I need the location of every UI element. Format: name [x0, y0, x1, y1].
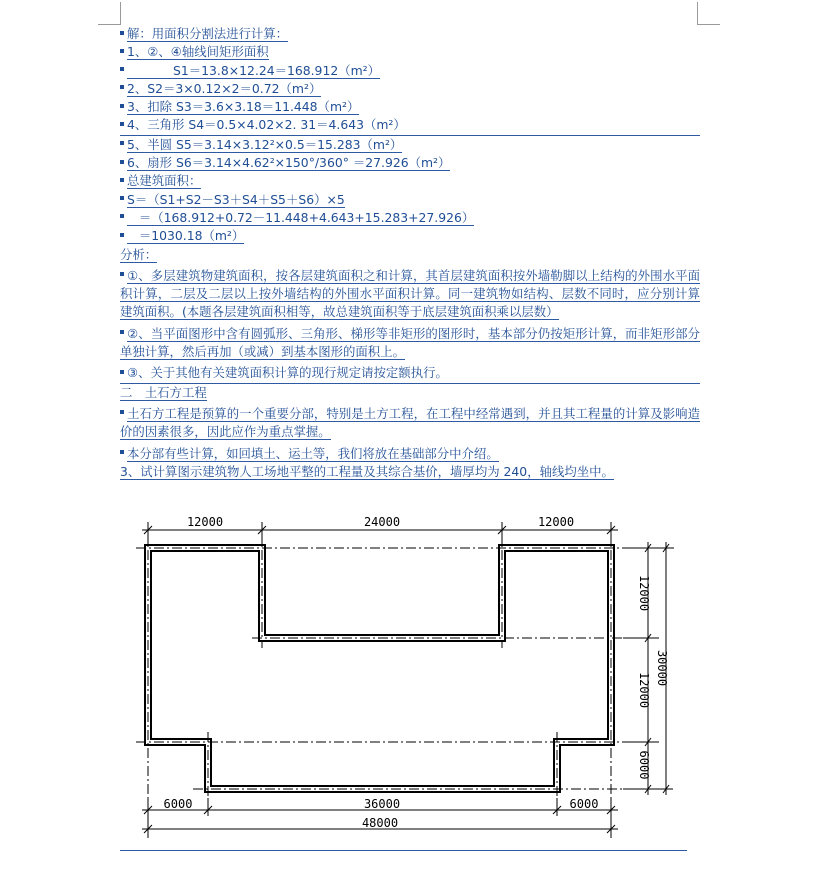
dim-top-1: 12000: [186, 515, 224, 529]
bottom-rule: [120, 850, 687, 851]
crop-mark-top-right: [697, 2, 720, 25]
paragraph: ③、关于其他有关建筑面积计算的现行规定请按定额执行。: [120, 364, 700, 383]
bullet-icon: [120, 410, 124, 414]
dim-bottom-total: 48000: [361, 816, 399, 830]
bullet-icon: [120, 122, 124, 126]
bullet-icon: [120, 49, 124, 53]
dim-bottom-3: 6000: [569, 797, 599, 811]
text-line: 3、扣除 S3＝3.6×3.18＝11.448（m²）: [120, 98, 700, 116]
bullet-icon: [120, 104, 124, 108]
dim-right-total: 30000: [655, 649, 669, 687]
bullet-icon: [120, 272, 124, 276]
dim-right-3: 6000: [637, 750, 651, 780]
bullet-icon: [120, 330, 124, 334]
text-line: 2、S2＝3×0.12×2＝0.72（m²）: [120, 80, 700, 98]
bullet-icon: [120, 160, 124, 164]
paragraph: ①、多层建筑物建筑面积，按各层建筑面积之和计算，其首层建筑面积按外墙勒脚以上结构的外围水平面积计算，二层及二层以上按外墙结构的外围水平面积计算。同一建筑物如结构、层数不同时，应分别计算建筑面积。(本题各层建筑面积相等，故总建筑面积等于底层建筑面积乘以层数）: [120, 267, 700, 320]
text-line: 6、扇形 S6＝3.14×4.62²×150°/360° ＝27.926（m²）: [120, 154, 700, 172]
text-line: 总建筑面积：: [120, 172, 700, 190]
bullet-icon: [120, 141, 124, 145]
floor-plan-drawing: [118, 508, 693, 843]
bullet-icon: [120, 450, 124, 454]
text-line: 4、三角形 S4＝0.5×4.02×2. 31＝4.643（m²）: [120, 116, 700, 135]
bullet-icon: [120, 370, 124, 374]
bullet-icon: [120, 85, 124, 89]
text-line: S＝（S1+S2－S3＋S4＋S5＋S6）×5: [120, 191, 700, 209]
question-line: 3、试计算图示建筑物人工场地平整的工程量及其综合基价，墙厚均为 240，轴线均坐中。: [120, 463, 614, 479]
dim-top-3: 12000: [537, 515, 575, 529]
text-line: ＝（168.912+0.72－11.448+4.643+15.283+27.926）: [120, 209, 700, 227]
dim-right-2: 12000: [637, 671, 651, 709]
dim-top-2: 24000: [363, 515, 401, 529]
text-line: S1＝13.8×12.24＝168.912（m²）: [120, 62, 700, 80]
document-body: [120, 25, 700, 481]
section-heading: 二 土石方工程: [120, 384, 207, 400]
outer-wall-line: [145, 545, 614, 792]
bullet-icon: [120, 196, 124, 200]
text-line: 1、②、④轴线间矩形面积: [120, 43, 700, 61]
analysis-heading: 分析：: [120, 246, 158, 262]
text-line: ＝1030.18（m²）: [120, 227, 700, 245]
bullet-icon: [120, 214, 124, 218]
inner-wall-line: [151, 551, 608, 786]
paragraph: 本分部有些计算，如回填土、运土等，我们将放在基础部分中介绍。: [120, 445, 700, 463]
bullet-icon: [120, 233, 124, 237]
paragraph: 土石方工程是预算的一个重要分部，特别是土方工程，在工程中经常遇到，并且其工程量的计算及影响造价的因素很多，因此应作为重点掌握。: [120, 405, 700, 440]
bullet-icon: [120, 31, 124, 35]
dim-bottom-1: 6000: [163, 797, 193, 811]
paragraph: ②、当平面图形中含有圆弧形、三角形、梯形等非矩形的图形时，基本部分仍按矩形计算，而非矩形部分单独计算，然后再加（或减）到基本图形的面积上。: [120, 325, 700, 360]
bullet-icon: [120, 178, 124, 182]
bullet-icon: [120, 67, 124, 71]
dim-right-1: 12000: [637, 574, 651, 612]
dim-bottom-2: 36000: [363, 797, 401, 811]
text-line: 解：用面积分割法进行计算：: [120, 25, 700, 43]
text-line: 5、半圆 S5＝3.14×3.12²×0.5＝15.283（m²）: [120, 136, 700, 154]
crop-mark-top-left: [98, 2, 121, 25]
